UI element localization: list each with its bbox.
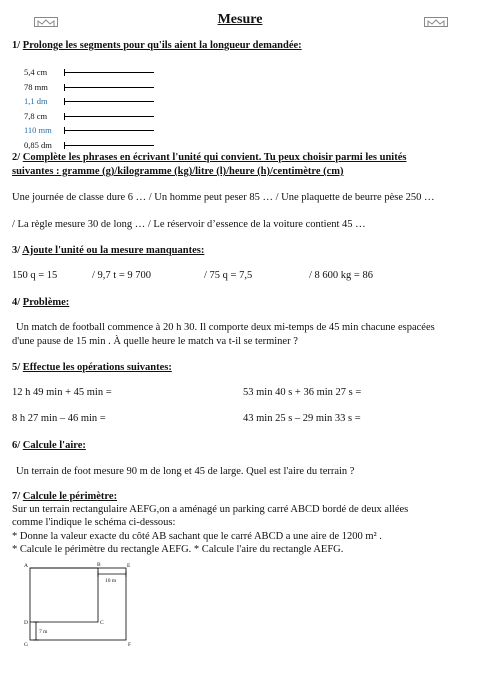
segment-line — [64, 130, 154, 131]
rectangle-diagram — [24, 562, 144, 657]
operation: 12 h 49 min + 45 min = — [12, 387, 112, 398]
square-abcd — [30, 568, 98, 622]
dimension-left-label: 7 m — [39, 629, 48, 635]
section-3-heading: 3/ Ajoute l'unité ou la mesure manquantes: — [12, 245, 205, 256]
problem-line2: d'une pause de 15 min . À quelle heure le match va t-il se terminer ? — [12, 336, 298, 347]
point-f-label: F — [128, 642, 132, 648]
conversion-item: / 8 600 kg = 86 — [309, 270, 373, 281]
section-2-heading-line2: suivantes : gramme (g)/kilogramme (kg)/litre (l)/heure (h)/centimètre (cm) — [12, 166, 344, 177]
point-g-label: G — [24, 642, 28, 648]
operation: 8 h 27 min – 46 min = — [12, 413, 106, 424]
operation: 43 min 25 s – 29 min 33 s = — [243, 413, 361, 424]
dimension-top-label: 10 m — [105, 578, 117, 584]
section-6-heading: 6/ Calcule l'aire: — [12, 440, 86, 451]
area-problem: Un terrain de foot mesure 90 m de long et 45 de large. Quel est l'aire du terrain ? — [16, 466, 355, 477]
perimeter-line2: comme l'indique le schéma ci-dessous: — [12, 517, 176, 528]
section-2-line2: / La règle mesure 30 de long … / Le réservoir d’essence de la voiture contient 45 … — [12, 219, 366, 230]
segment-line — [64, 116, 154, 117]
ruler-logo-icon — [424, 14, 448, 24]
conversion-item: 150 q = 15 — [12, 270, 58, 281]
point-d-label: D — [24, 620, 28, 626]
perimeter-line1: Sur un terrain rectangulaire AEFG,on a aménagé un parking carré ABCD bordé de deux allées — [12, 504, 409, 515]
section-2-heading: 2/ Complète les phrases en écrivant l'unité qui convient. Tu peux choisir parmi les unités — [12, 152, 407, 163]
segment-line — [64, 145, 154, 146]
segment-label: 7,8 cm — [24, 110, 48, 121]
segment-line — [64, 72, 154, 73]
section-1-heading: 1/ Prolonge les segments pour qu'ils aient la longueur demandée: — [12, 40, 302, 51]
segment-label: 5,4 cm — [24, 67, 48, 77]
segment-label: 110 mm — [24, 125, 52, 135]
section-7-heading: 7/ Calcule le périmètre: — [12, 491, 118, 502]
point-a-label: A — [24, 563, 28, 569]
perimeter-line4: * Calcule le périmètre du rectangle AEFG. * Calcule l'aire du rectangle AEFG. — [12, 544, 344, 555]
section-5-heading: 5/ Effectue les opérations suivantes: — [12, 362, 172, 373]
segment-label: 0,85 dm — [24, 139, 52, 150]
point-e-label: E — [127, 563, 131, 569]
segment-label: 1,1 dm — [24, 96, 48, 106]
section-2-line1: Une journée de classe dure 6 … / Un homme peut peser 85 … / Une plaquette de beurre pèse 250 … — [12, 192, 435, 203]
section-4-heading: 4/ Problème: — [12, 297, 70, 308]
page-title: Mesure — [217, 12, 263, 27]
perimeter-line3: * Donne la valeur exacte du côté AB sachant que le carré ABCD a une aire de 1200 m² . — [12, 531, 382, 542]
segment-line — [64, 101, 154, 102]
segment-line — [64, 87, 154, 88]
conversion-item: / 9,7 t = 9 700 — [92, 270, 152, 281]
point-b-label: B — [97, 562, 101, 568]
problem-line1: Un match de football commence à 20 h 30. Il comporte deux mi-temps de 45 min chacune espacées — [16, 322, 435, 333]
point-c-label: C — [100, 620, 104, 626]
operation: 53 min 40 s + 36 min 27 s = — [243, 387, 362, 398]
segment-label: 78 mm — [24, 81, 48, 92]
conversion-item: / 75 q = 7,5 — [204, 270, 253, 281]
